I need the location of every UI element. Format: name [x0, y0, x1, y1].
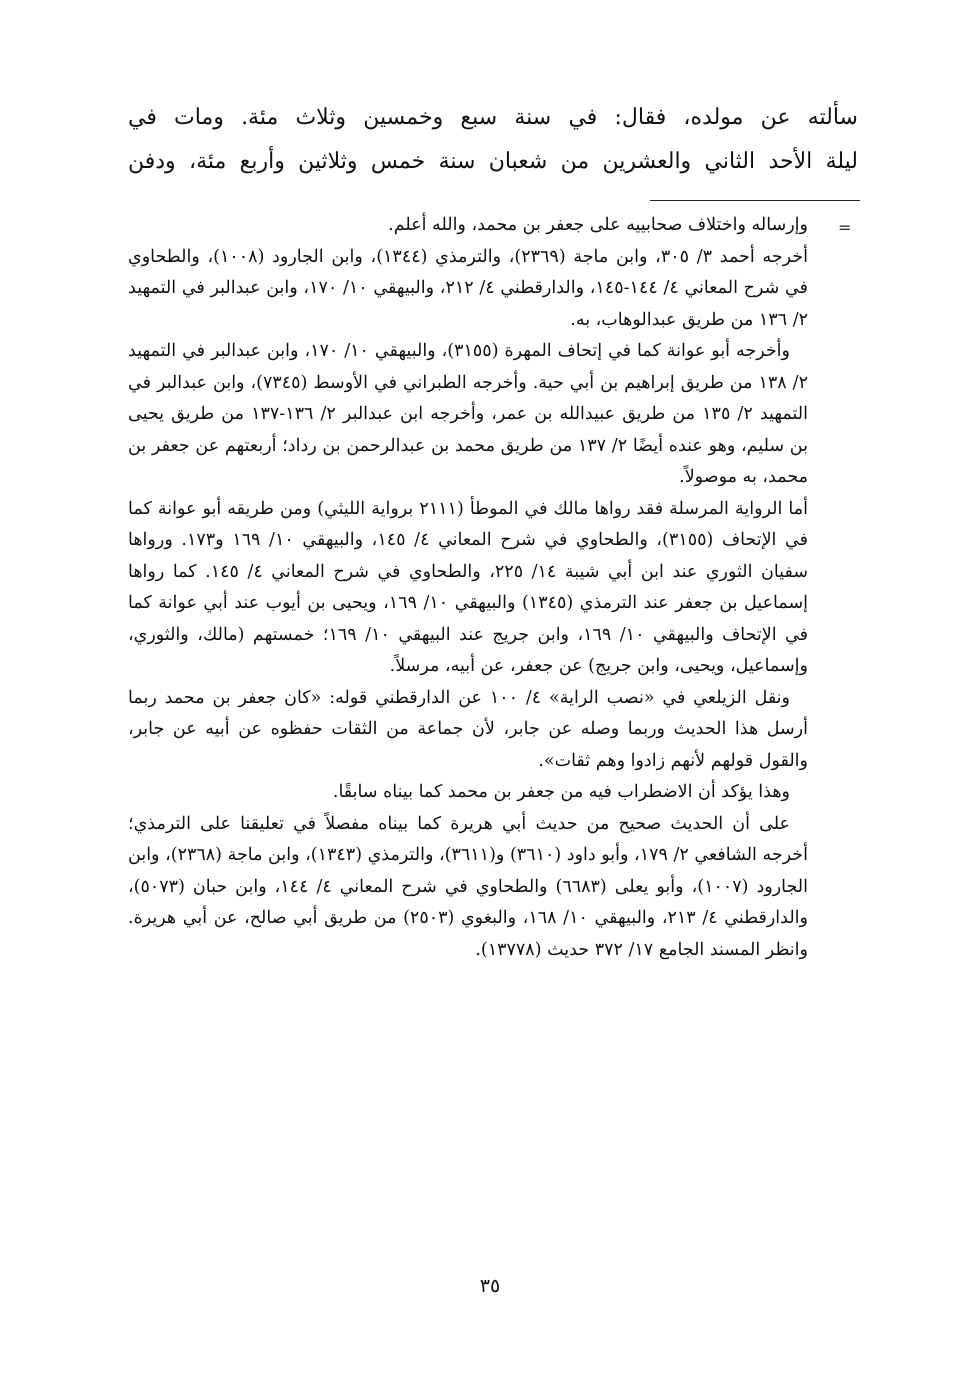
main-text: [128, 96, 858, 184]
footnote-divider: [650, 200, 860, 201]
footnote-continuation-mark: =: [838, 218, 852, 237]
footnotes: [128, 210, 808, 966]
footnote-paragraph: وأخرجه أبو عوانة كما في إتحاف المهرة (٣١٥٥)، والبيهقي ١٠/ ١٧٠، وابن عبدالبر في التمهيد ٢/ ١٣٨ من طريق إبراهيم بن أبي حية. وأخرجه الطبراني في الأوسط (٧٣٤٥)، وابن عبدالبر في التمهيد ٢/ ١٣٥ من طريق عبيدالله بن عمر، وأخرجه ابن عبدالبر ٢/ ١٣٦-١٣٧ من طريق يحيى بن سليم، وهو عنده أيضًا ٢/ ١٣٧ من طريق محمد بن عبدالرحمن بن رداد؛ أربعتهم عن جعفر بن محمد، به موصولاً.: [128, 341, 808, 487]
footnote-paragraph: على أن الحديث صحيح من حديث أبي هريرة كما بيناه مفصلاً في تعليقنا على الترمذي؛ أخرجه الشافعي ٢/ ١٧٩، وأبو داود (٣٦١٠) و(٣٦١١)، والترمذي (١٣٤٣)، وابن ماجة (٢٣٦٨)، وابن الجارود (١٠٠٧)، وأبو يعلى (٦٦٨٣) والطحاوي في شرح المعاني ٤/ ١٤٤، وابن حبان (٥٠٧٣)، والدارقطني ٤/ ٢١٣، والبيهقي ١٠/ ١٦٨، والبغوي (٢٥٠٣) من طريق أبي صالح، عن أبي هريرة. وانظر المسند الجامع ١٧/ ٣٧٢ حديث (١٣٧٧٨).: [128, 813, 808, 960]
footnote-paragraph: ونقل الزيلعي في «نصب الراية» ٤/ ١٠٠ عن الدارقطني قوله: «كان جعفر بن محمد ربما أرسل هذا الحديث وربما وصله عن جابر، لأن جماعة من الثقات حفظوه عن أبيه عن جابر، والقول قولهم لأنهم زادوا وهم ثقات».: [128, 687, 808, 771]
footnote-paragraph: وهذا يؤكد أن الاضطراب فيه من جعفر بن محمد كما بيناه سابقًا.: [332, 782, 790, 802]
main-text-line: ليلة الأحد الثاني والعشرين من شعبان سنة خمس وثلاثين وأربع مئة، ودفن: [128, 149, 859, 174]
page-number: ٣٥: [479, 1275, 501, 1297]
main-text-line: سألته عن مولده، فقال: في سنة سبع وخمسين وثلاث مئة. ومات في: [128, 105, 858, 130]
footnote-paragraph: أما الرواية المرسلة فقد رواها مالك في الموطأ (٢١١١ برواية الليثي) ومن طريقه أبو عوانة كما في الإتحاف (٣١٥٥)، والطحاوي في شرح المعاني ٤/ ١٤٥، والبيهقي ١٠/ ١٦٩ و١٧٣. ورواها سفيان الثوري عند ابن أبي شيبة ١٤/ ٢٢٥، والطحاوي في شرح المعاني ٤/ ١٤٥. كما رواها إسماعيل بن جعفر عند الترمذي (١٣٤٥) والبيهقي ١٠/ ١٦٩، ويحيى بن أيوب عند أبي عوانة كما في الإتحاف والبيهقي ١٠/ ١٦٩، وابن جريج عند البيهقي ١٠/ ١٦٩؛ خمستهم (مالك، والثوري، وإسماعيل، ويحيى، وابن جريج) عن جعفر، عن أبيه، مرسلاً.: [128, 498, 809, 676]
footnote-paragraph: وإرساله واختلاف صحابييه على جعفر بن محمد، والله أعلم.: [388, 215, 808, 235]
footnote-paragraph: أخرجه أحمد ٣/ ٣٠٥، وابن ماجة (٢٣٦٩)، والترمذي (١٣٤٤)، وابن الجارود (١٠٠٨)، والطحاوي في شرح المعاني ٤/ ١٤٤-١٤٥، والدارقطني ٤/ ٢١٢، والبيهقي ١٠/ ١٧٠، وابن عبدالبر في التمهيد ٢/ ١٣٦ من طريق عبدالوهاب، به.: [128, 246, 808, 330]
